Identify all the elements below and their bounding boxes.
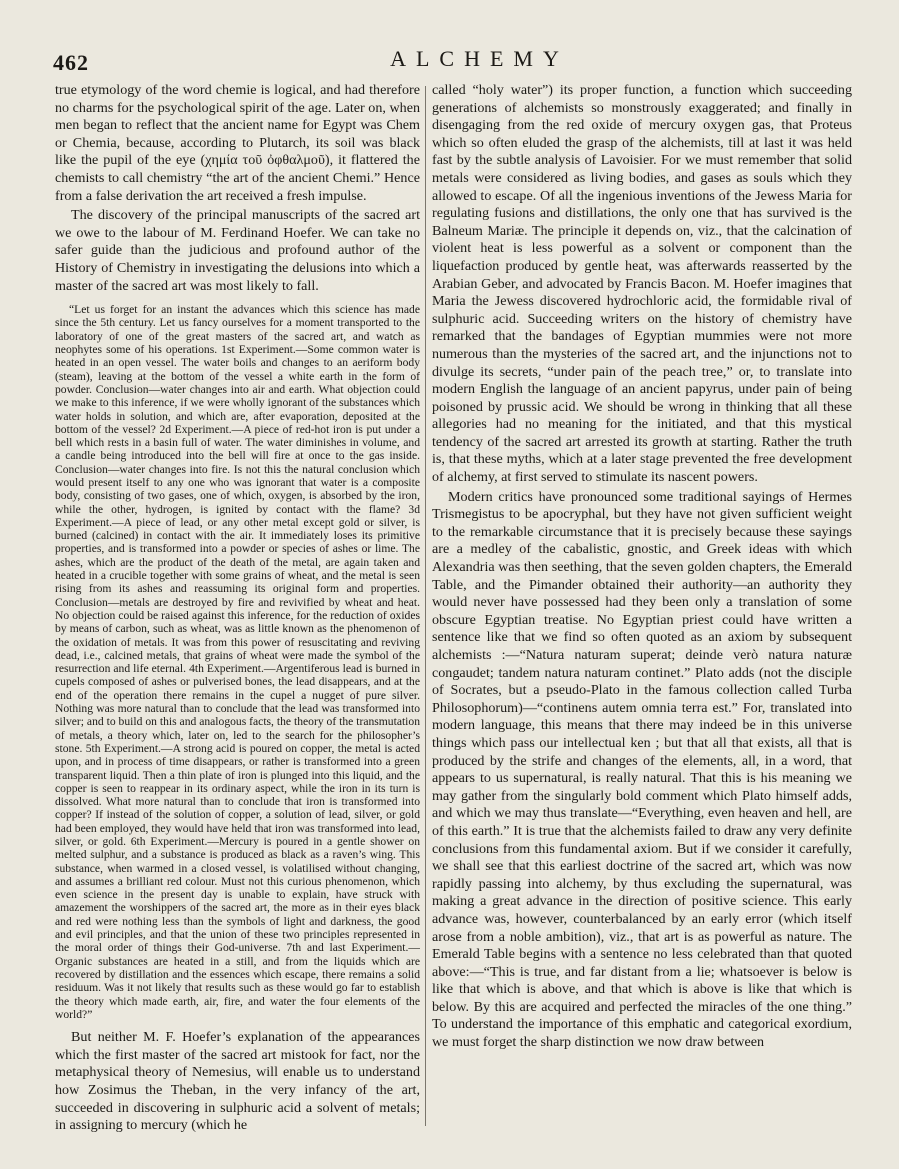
page-header — [0, 44, 899, 74]
right-paragraph-1: called “holy water”) its proper function, a function which succeeding generations of alchemists so monstrously exaggerated; and finally in disengaging from the red oxide of mercury oxygen gas, that Proteus which so often eluded the grasp of the alchemists, till at last it was held fast by the subtle analysis of Lavoisier. For we must remember that solid metals were considered as living bodies, and gases as souls which they allowed to escape. Of all the ingenious inventions of the Jewess Maria for regulating fusions and distillations, the only one that has survived is the Balneum Mariæ. The principle it depends on, viz., that the calcination of violent heat is less powerful as a solvent or component than the liquefaction produced by gentle heat, was afterwards reasserted by the Arabian Geber, and advocated by Francis Bacon. M. Hoefer imagines that Maria the Jewess discovered hydrochloric acid, the formidable rival of sulphuric acid. Succeeding writers on the history of chemistry have remarked that the bandages of Egyptian mummies were not more numerous than the mysteries of the sacred art, and the injunctions not to divulge its secrets, “under pain of the peach tree,” or, to translate into modern English the language of an ancient papyrus, under pain of being poisoned by prussic acid. We should be wrong in thinking that all these allegories had no meaning for the initiated, and that this mystical tendency of the sacred art arrested its growth at starting. Rather the truth is, that these myths, which at a later stage prevented the free development of alchemy, at first served to stimulate its nascent powers. — [432, 82, 852, 486]
left-paragraph-2: The discovery of the principal manuscripts of the sacred art we owe to the labour of M. Ferdinand Hoefer. We can take no safer guide than the judicious and profound author of the History of Chemistry in investigating the delusions into which a master of the sacred art was most likely to fall. — [55, 207, 420, 294]
right-column — [432, 82, 852, 1157]
column-divider — [425, 86, 426, 1126]
left-paragraph-3: But neither M. F. Hoefer’s explanation of the appearances which the first master of the sacred art mistook for fact, nor the metaphysical theory of Nemesius, will enable us to understand how Zosimus the Theban, in the very infancy of the art, succeeded in discovering in sulphuric acid a solvent of metals; in assigning to mercury (which he — [55, 1029, 420, 1134]
page-number: 462 — [53, 50, 89, 75]
left-column — [55, 82, 420, 1157]
right-paragraph-2: Modern critics have pronounced some traditional sayings of Hermes Trismegistus to be apocryphal, but they have not given sufficient weight to the remarkable circumstance that it is precisely because these sayings are a medley of the cabalistic, gnostic, and Greek ideas with which Alexandria was then seething, that the seven golden chapters, the Emerald Table, and the Pimander obtained their authority—an authority they would never have possessed had they been only a translation of some obscure Egyptian treatise. No Egyptian priest could have written a sentence like that we find so often quoted as an axiom by subsequent alchemists :—“Natura naturam superat; deinde verò natura naturæ congaudet; tandem natura naturam continet.” Plato adds (not the disciple of Socrates, but a pseudo-Plato in the famous collection called Turba Philosophorum)—“continens autem omnia terra est.” For, translated into modern language, this means that there may indeed be in this universe things which pass our intellectual ken ; but that all that exists, all that is produced by the strife and changes of the elements, all, in a word, that appears to us supernatural, is really natural. That this is his meaning we may gather from the singularly bold comment which Plato himself adds, and which we may thus translate—“Everything, even heaven and hell, are of this earth.” It is true that the alchemists failed to draw any very definite conclusions from this fundamental axiom. But if we consider it carefully, we shall see that this earliest doctrine of the sacred art, which was now rapidly passing into alchemy, by thus excluding the supernatural, was making a great advance in the direction of positive science. This early advance was, however, counterbalanced by an early error (which itself arose from a noble ambition), viz., that art is as powerful as nature. The Emerald Table begins with a sentence no less celebrated than that quoted above:—“This is true, and far distant from a lie; whatsoever is below is like that which is above, and that which is above is like that which is below. By this are acquired and perfected the miracles of the one thing.” To understand the importance of this emphatic and categorical exordium, we must forget the sharp distinction we now draw between — [432, 488, 852, 1051]
running-title: ALCHEMY — [390, 46, 569, 71]
left-paragraph-1: true etymology of the word chemie is logical, and had therefore no charms for the psychological spirit of the age. Later on, when men began to reflect that the ancient name for Egypt was Chem or Chemia, because, according to Plutarch, its soil was black like the pupil of the eye (χημία τοῦ ὀφθαλμοῦ), it flattered the chemists to call chemistry “the art of the ancient Chemi.” Hence from a false derivation the art received a fresh impulse. — [55, 82, 420, 204]
hoefer-quotation: “Let us forget for an instant the advances which this science has made since the 5th century. Let us fancy ourselves for a moment transported to the laboratory of one of the great masters of the sacred art, and watch as neophytes some of his operations. 1st Experiment.—Some common water is heated in an open vessel. The water boils and changes to an aeriform body (steam), leaving at the bottom of the vessel a white earth in the form of powder. Conclusion—water changes into air and earth. What objection could we make to this inference, if we were wholly ignorant of the substances which water holds in solution, and which are, after evaporation, deposited at the bottom of the vessel? 2d Experiment.—A piece of red-hot iron is put under a bell which rests in a basin full of water. The water diminishes in volume, and a candle being introduced into the bell will fire at once to the gas inside. Conclusion—water changes into fire. Is not this the natural conclusion which would present itself to any one who was ignorant that water is a composite body, consisting of two gases, one of which, oxygen, is absorbed by the iron, while the other, hydrogen, is ignited by contact with the flame? 3d Experiment.—A piece of lead, or any other metal except gold or silver, is burned (calcined) in contact with the air. It immediately loses its primitive properties, and is transformed into a powder or species of ashes or lime. The ashes, which are the product of the death of the metal, are again taken and heated in a crucible together with some grains of wheat, and the metal is seen rising from its ashes and reassuming its original form and properties. Conclusion—metals are destroyed by fire and revivified by wheat and heat. No objection could be raised against this inference, for the reduction of oxides by means of carbon, such as wheat, was as little known as the phenomenon of the oxidation of metals. It was from this power of resuscitating and reviving dead, i.e., calcined metals, that grains of wheat were made the symbol of the resurrection and life eternal. 4th Experiment.—Argentiferous lead is burned in cupels composed of ashes or pulverised bones, the lead disappears, and at the end of the operation there remains in the cupel a nugget of pure silver. Nothing was more natural than to conclude that the lead was transformed into silver; and to build on this and analogous facts, the theory of the transmutation of metals, a theory which, later on, led to the search for the philosopher’s stone. 5th Experiment.—A strong acid is poured on copper, the metal is acted upon, and in process of time disappears, or rather is transformed into a green transparent liquid. Then a thin plate of iron is plunged into this liquid, and the copper is seen to reappear in its ordinary aspect, while the iron in its turn is dissolved. What more natural than to conclude that iron is transformed into copper? If instead of the solution of copper, a solution of lead, silver, or gold had been employed, they would have held that iron was transformed into lead, silver, or gold. 6th Experiment.—Mercury is poured in a gentle shower on melted sulphur, and a substance is produced as black as a raven’s wing. This substance, when warmed in a closed vessel, is volatilised without changing, and assumes a brilliant red colour. Must not this curious phenomenon, which even science in the present day is unable to explain, have struck with amazement the worshippers of the sacred art, the more as in their eyes black and red were nothing less than the symbols of light and darkness, the good and evil principles, and that the union of these two principles represented in the moral order of things their God-universe. 7th and last Experiment.—Organic substances are heated in a still, and from the liquids which are recovered by distillation and the essences which escape, there remains a solid residuum. Was it not likely that results such as these would go far to establish the theory which made earth, air, fire, and water the four elements of the world?” — [55, 303, 420, 1021]
